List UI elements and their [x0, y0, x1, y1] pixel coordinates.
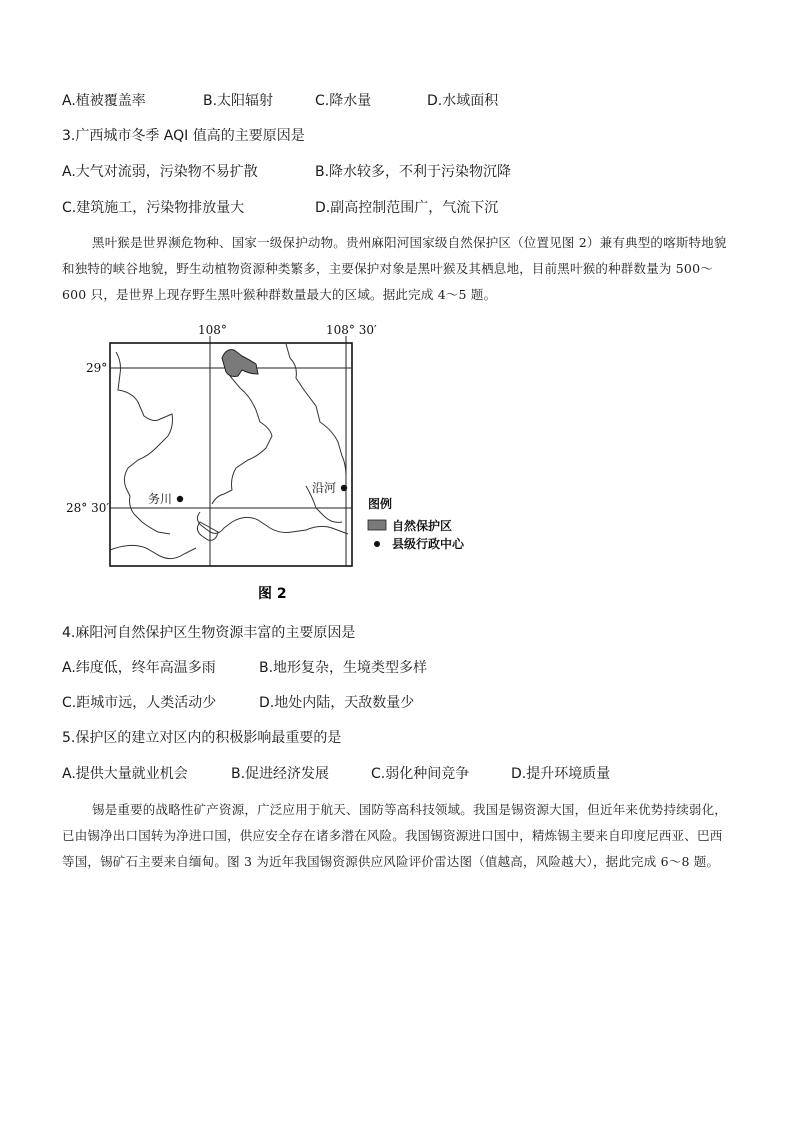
county-boundary-central — [212, 376, 272, 504]
q2-option-b: B.太阳辐射 — [203, 93, 274, 109]
q5-option-b: B.促进经济发展 — [231, 766, 330, 782]
figure-2-caption: 图 2 — [258, 586, 287, 602]
county-boundary-west — [116, 352, 173, 534]
q3-option-b: B.降水较多，不利于污染物沉降 — [315, 164, 512, 180]
q2-option-a: A.植被覆盖率 — [62, 93, 146, 109]
legend-town-label: 县级行政中心 — [392, 537, 465, 551]
q5-option-a: A.提供大量就业机会 — [62, 766, 188, 782]
figure-2-map — [66, 318, 520, 608]
q2-option-c: C.降水量 — [315, 93, 372, 109]
town-dot-wuchuan — [177, 496, 183, 502]
county-boundary-east — [286, 344, 346, 478]
q4-question: 4.麻阳河自然保护区生物资源丰富的主要原因是 — [62, 625, 356, 641]
legend-title: 图例 — [368, 497, 393, 511]
legend-reserve-swatch — [368, 520, 386, 530]
q5-option-d: D.提升环境质量 — [511, 766, 611, 782]
lat-label-28-30: 28° 30′ — [66, 501, 110, 515]
town-label-wuchuan: 务川 — [148, 492, 173, 506]
county-boundary-south — [197, 512, 348, 534]
q3-option-a: A.大气对流弱，污染物不易扩散 — [62, 164, 258, 180]
passage-black-leaf-monkey: 黑叶猴是世界濒危物种、国家一级保护动物。贵州麻阳河国家级自然保护区（位置见图 2）兼有典型的喀斯特地貌和独特的峡谷地貌，野生动植物资源种类繁多，主要保护对象是黑叶猴及其栖息地，目前黑叶猴的种群数量为 500～600 只，是世界上现存野生黑叶猴种群数量最大的区域。据此完成 4～5 题。 — [62, 235, 727, 302]
nature-reserve-area — [222, 350, 258, 377]
legend-town-dot — [374, 541, 380, 547]
q2-option-d: D.水域面积 — [427, 93, 499, 109]
q5-option-c: C.弱化种间竞争 — [371, 766, 470, 782]
q3-option-d: D.副高控制范围广，气流下沉 — [315, 200, 499, 216]
q4-option-c: C.距城市远，人类活动少 — [62, 695, 217, 711]
lon-label-108: 108° — [198, 323, 227, 337]
q4-option-a: A.纬度低，终年高温多雨 — [62, 660, 216, 676]
q4-option-b: B.地形复杂，生境类型多样 — [259, 660, 428, 676]
q5-question: 5.保护区的建立对区内的积极影响最重要的是 — [62, 730, 342, 746]
q3-question: 3.广西城市冬季 AQI 值高的主要原因是 — [62, 128, 305, 144]
boundary-southwest — [110, 545, 196, 558]
q3-option-c: C.建筑施工，污染物排放量大 — [62, 200, 245, 216]
passage-tin-resources: 锡是重要的战略性矿产资源，广泛应用于航天、国防等高科技领域。我国是锡资源大国，但近年来优势持续弱化，已由锡净出口国转为净进口国，供应安全存在诸多潜在风险。我国锡资源进口国中，精炼锡主要来自印度尼西亚、巴西等国，锡矿石主要来自缅甸。图 3 为近年我国锡资源供应风险评价雷达图（值越高，风险越大），据此完成 6～8 题。 — [62, 802, 728, 869]
q4-option-d: D.地处内陆，天敌数量少 — [259, 695, 415, 711]
town-dot-yanhe — [341, 485, 347, 491]
legend-reserve-label: 自然保护区 — [392, 519, 453, 533]
lon-label-108-30: 108° 30′ — [326, 323, 377, 337]
lat-label-29: 29° — [86, 361, 108, 375]
town-label-yanhe: 沿河 — [312, 481, 337, 495]
